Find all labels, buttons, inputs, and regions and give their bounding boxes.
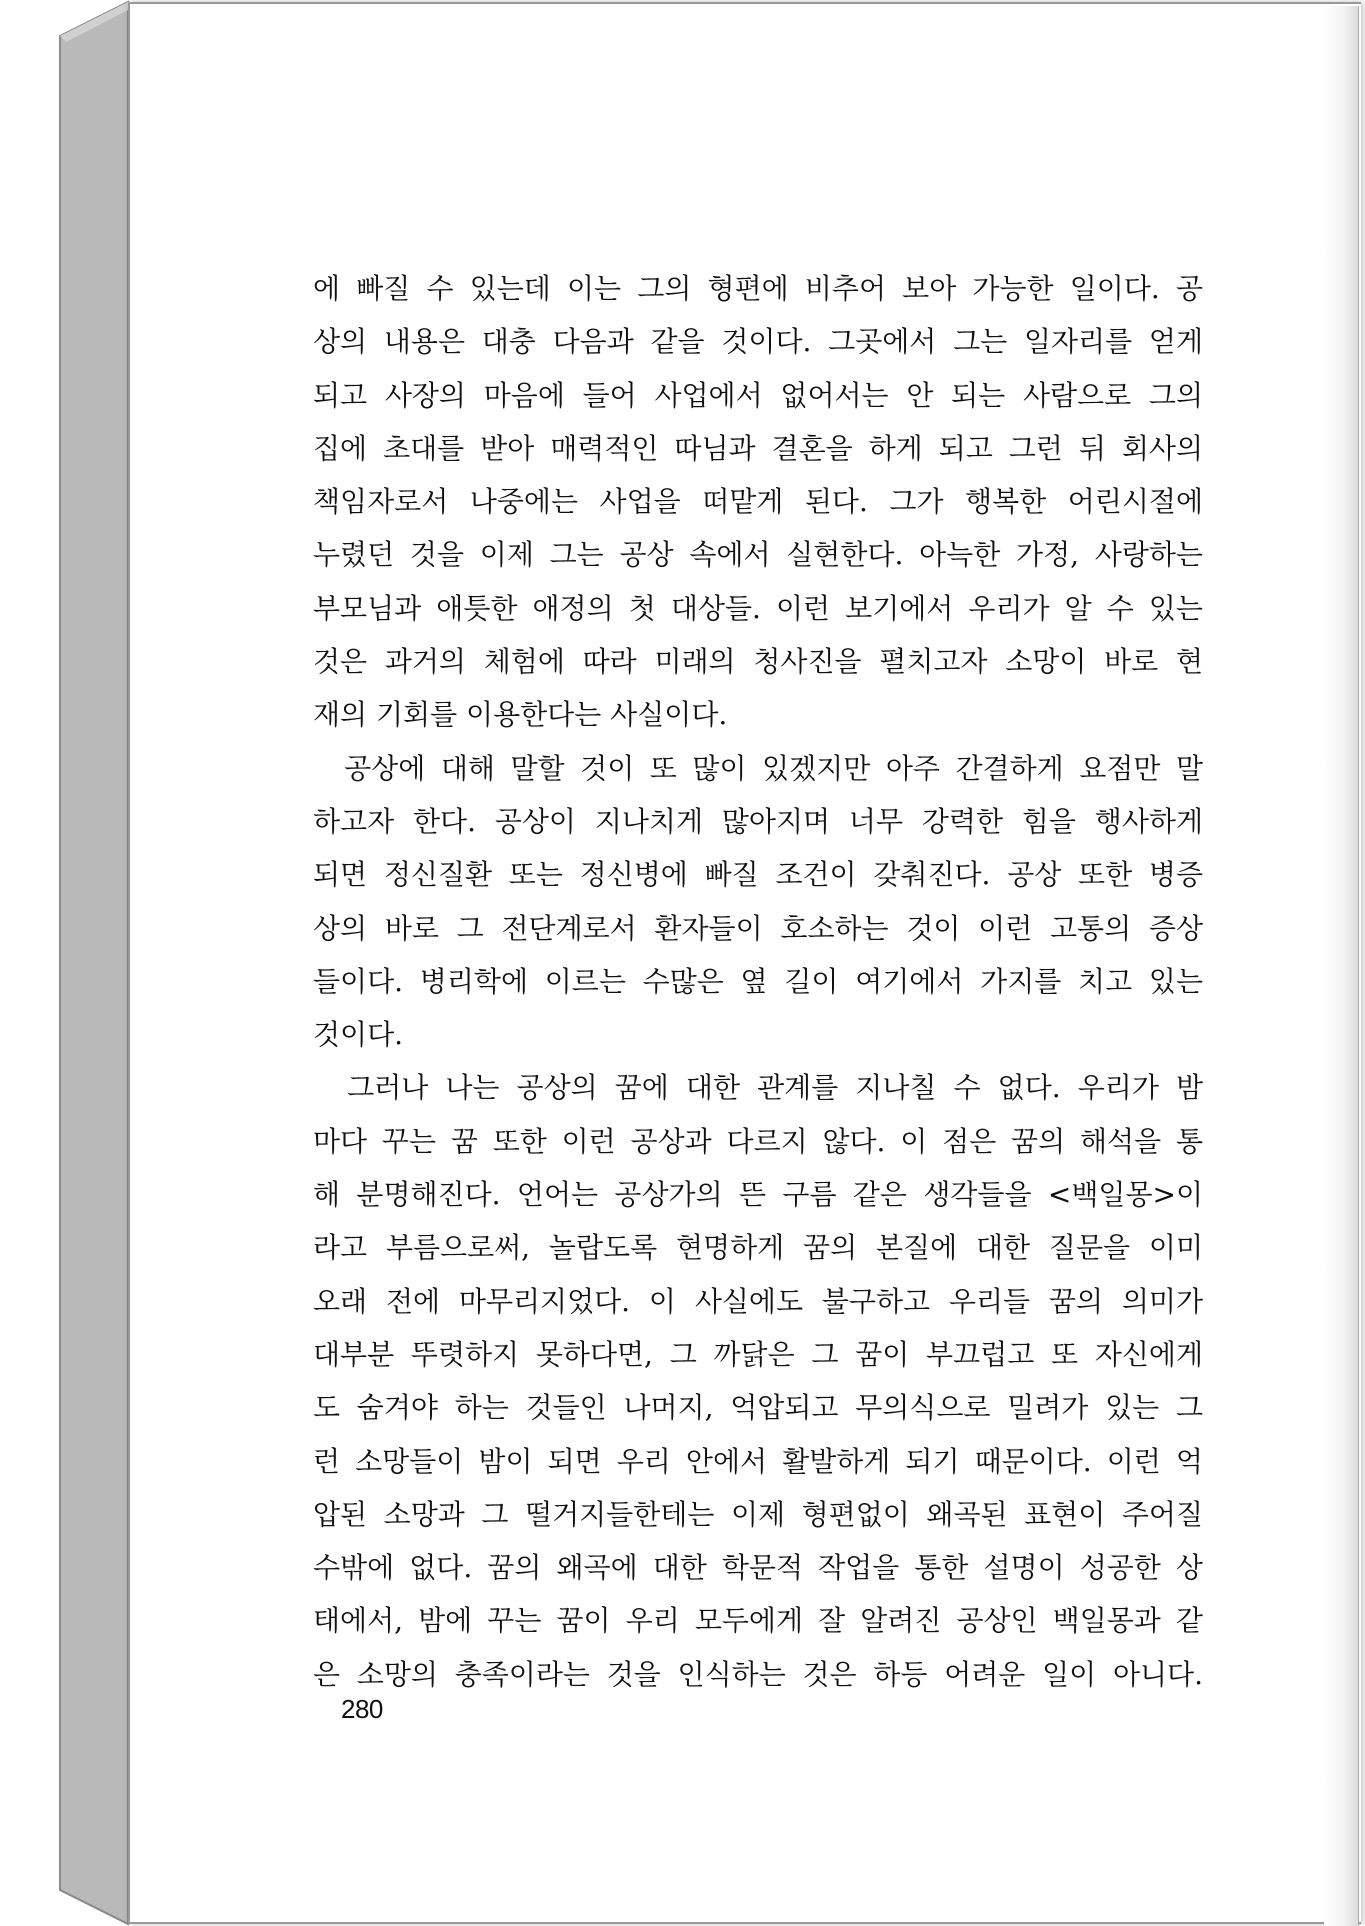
text-line: 되고 사장의 마음에 들어 사업에서 없어서는 안 되는 사람으로 그의 — [313, 378, 1203, 412]
text-line: 그러나 나는 공상의 꿈에 대한 관계를 지나칠 수 없다. 우리가 밤 — [313, 1071, 1203, 1105]
text-line: 책임자로서 나중에는 사업을 떠맡게 된다. 그가 행복한 어린시절에 — [313, 485, 1203, 519]
text-line: 런 소망들이 밤이 되면 우리 안에서 활발하게 되기 때문이다. 이런 억 — [313, 1444, 1203, 1478]
text-line: 은 소망의 충족이라는 것을 인식하는 것은 하등 어려운 일이 아니다. — [313, 1657, 1203, 1691]
text-line: 수밖에 없다. 꿈의 왜곡에 대한 학문적 작업을 통한 설명이 성공한 상 — [313, 1551, 1203, 1585]
text-line: 것이다. — [313, 1018, 404, 1052]
text-line: 해 분명해진다. 언어는 공상가의 뜬 구름 같은 생각들을 <백일몽>이 — [313, 1178, 1203, 1212]
text-line: 상의 바로 그 전단계로서 환자들이 호소하는 것이 이런 고통의 증상 — [313, 911, 1203, 945]
text-line: 마다 꾸는 꿈 또한 이런 공상과 다르지 않다. 이 점은 꿈의 해석을 통 — [313, 1124, 1203, 1158]
text-line: 오래 전에 마무리지었다. 이 사실에도 불구하고 우리들 꿈의 의미가 — [313, 1284, 1203, 1318]
text-line: 집에 초대를 받아 매력적인 따님과 결혼을 하게 되고 그런 뒤 회사의 — [313, 431, 1203, 465]
page-edge-shadow — [1324, 6, 1359, 1926]
text-line: 공상에 대해 말할 것이 또 많이 있겠지만 아주 간결하게 요점만 말 — [313, 751, 1203, 785]
text-line: 에 빠질 수 있는데 이는 그의 형편에 비추어 보아 가능한 일이다. 공 — [313, 272, 1203, 305]
text-line: 누렸던 것을 이제 그는 공상 속에서 실현한다. 아늑한 가정, 사랑하는 — [313, 538, 1203, 572]
text-line: 것은 과거의 체험에 따라 미래의 청사진을 펼치고자 소망이 바로 현 — [313, 645, 1203, 679]
text-line: 재의 기회를 이용한다는 사실이다. — [313, 698, 728, 732]
text-line: 대부분 뚜렷하지 못하다면, 그 까닭은 그 꿈이 부끄럽고 또 자신에게 — [313, 1337, 1203, 1371]
text-line: 압된 소망과 그 떨거지들한테는 이제 형편없이 왜곡된 표현이 주어질 — [313, 1497, 1203, 1531]
text-line: 하고자 한다. 공상이 지나치게 많아지며 너무 강력한 힘을 행사하게 — [313, 804, 1203, 838]
text-line: 상의 내용은 대충 다음과 같을 것이다. 그곳에서 그는 일자리를 얻게 — [313, 325, 1203, 359]
text-line: 태에서, 밤에 꾸는 꿈이 우리 모두에게 잘 알려진 공상인 백일몽과 같 — [313, 1604, 1203, 1638]
text-line: 부모님과 애틋한 애정의 첫 대상들. 이런 보기에서 우리가 알 수 있는 — [313, 591, 1203, 625]
text-line: 되면 정신질환 또는 정신병에 빠질 조건이 갖춰진다. 공상 또한 병증 — [313, 858, 1203, 892]
text-line: 도 숨겨야 하는 것들인 나머지, 억압되고 무의식으로 밀려가 있는 그 — [313, 1391, 1203, 1425]
text-line: 들이다. 병리학에 이르는 수많은 옆 길이 여기에서 가지를 치고 있는 — [313, 964, 1203, 998]
page-number: 280 — [341, 1694, 383, 1724]
text-line: 라고 부름으로써, 놀랍도록 현명하게 꿈의 본질에 대한 질문을 이미 — [313, 1231, 1203, 1265]
body-text — [313, 262, 1203, 1701]
